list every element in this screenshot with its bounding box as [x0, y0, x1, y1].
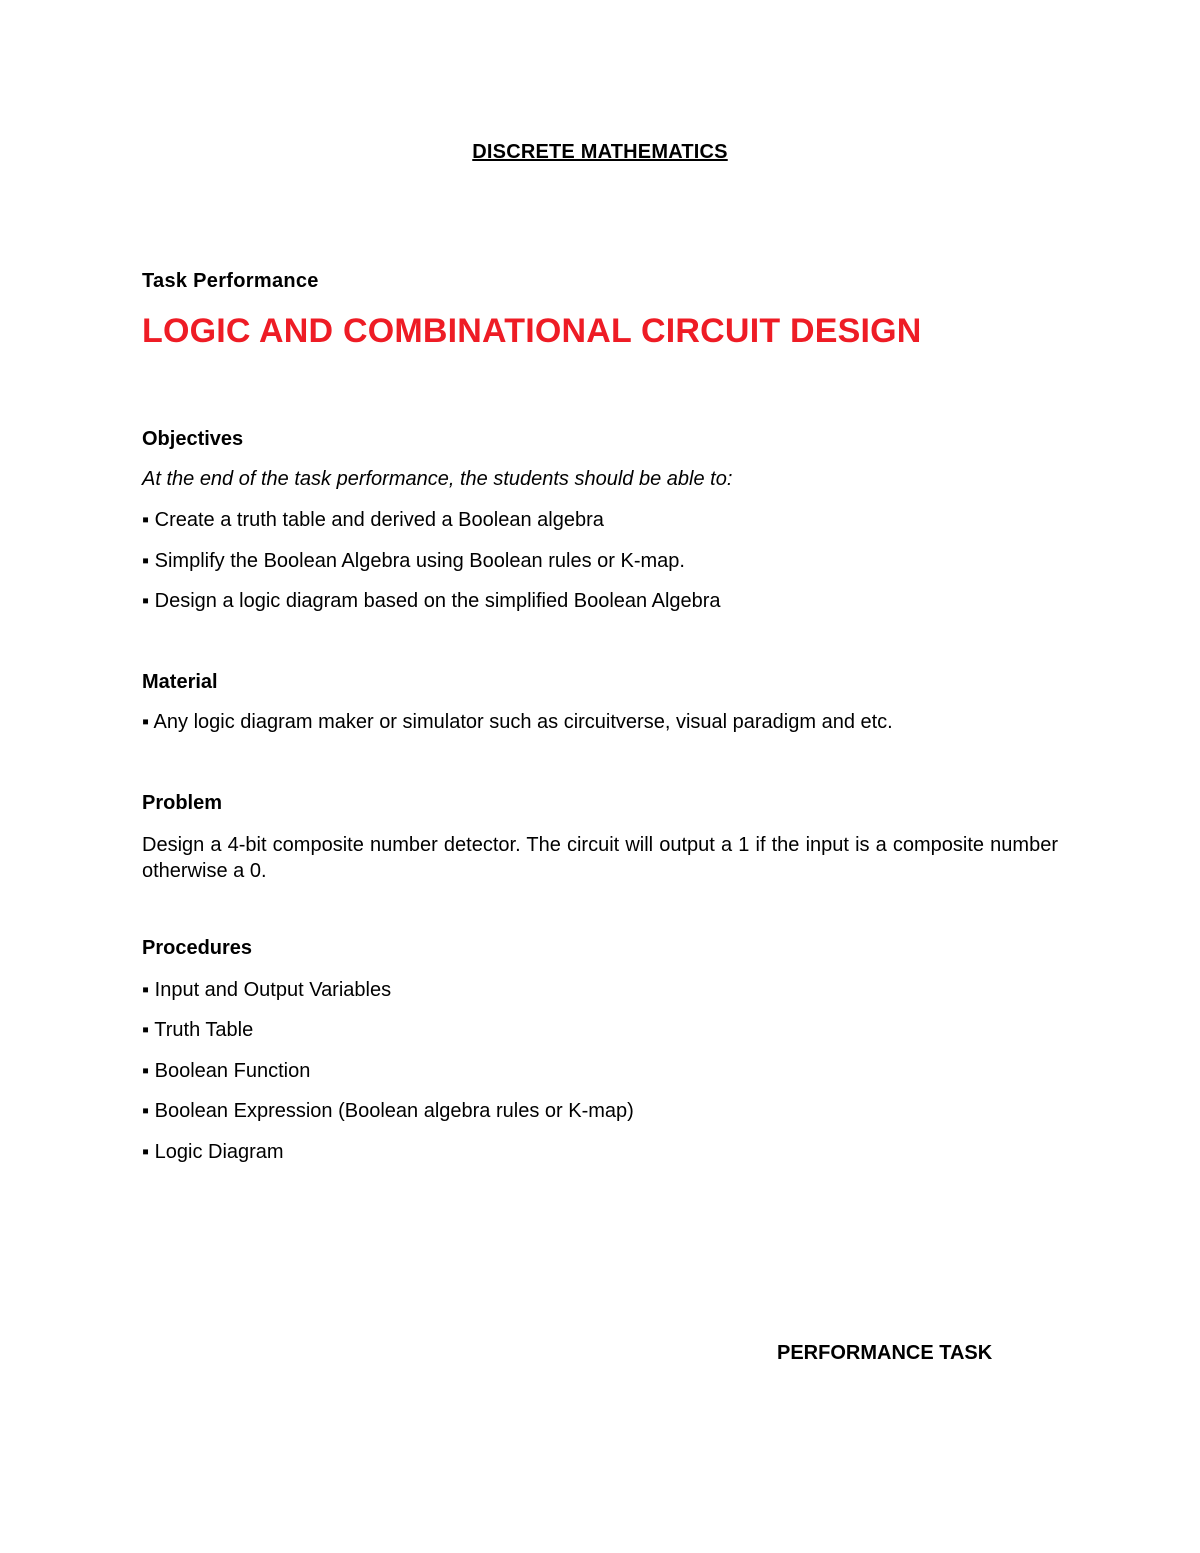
- objective-item: ▪ Design a logic diagram based on the simplified Boolean Algebra: [142, 590, 721, 612]
- footer-label: PERFORMANCE TASK: [777, 1342, 993, 1364]
- procedure-item: ▪ Input and Output Variables: [142, 979, 392, 1001]
- course-title: DISCRETE MATHEMATICS: [472, 141, 728, 163]
- objective-item: ▪ Simplify the Boolean Algebra using Boolean rules or K-map.: [142, 550, 685, 572]
- objective-item: ▪ Create a truth table and derived a Boolean algebra: [142, 509, 604, 531]
- material-heading: Material: [142, 671, 218, 693]
- problem-text: Design a 4-bit composite number detector. The circuit will output a 1 if the input is a composite number otherwise a 0.: [142, 834, 1058, 882]
- procedure-item: ▪ Boolean Function: [142, 1060, 311, 1082]
- objectives-heading: Objectives: [142, 428, 244, 450]
- document-title: LOGIC AND COMBINATIONAL CIRCUIT DESIGN: [142, 312, 922, 350]
- procedures-heading: Procedures: [142, 937, 253, 959]
- objectives-intro: At the end of the task performance, the students should be able to:: [142, 468, 733, 490]
- procedure-item: ▪ Logic Diagram: [142, 1141, 284, 1163]
- task-label: Task Performance: [142, 270, 319, 292]
- problem-heading: Problem: [142, 792, 223, 814]
- procedure-item: ▪ Truth Table: [142, 1019, 254, 1041]
- procedure-item: ▪ Boolean Expression (Boolean algebra rules or K-map): [142, 1100, 634, 1122]
- material-item: ▪ Any logic diagram maker or simulator such as circuitverse, visual paradigm and etc.: [142, 711, 893, 733]
